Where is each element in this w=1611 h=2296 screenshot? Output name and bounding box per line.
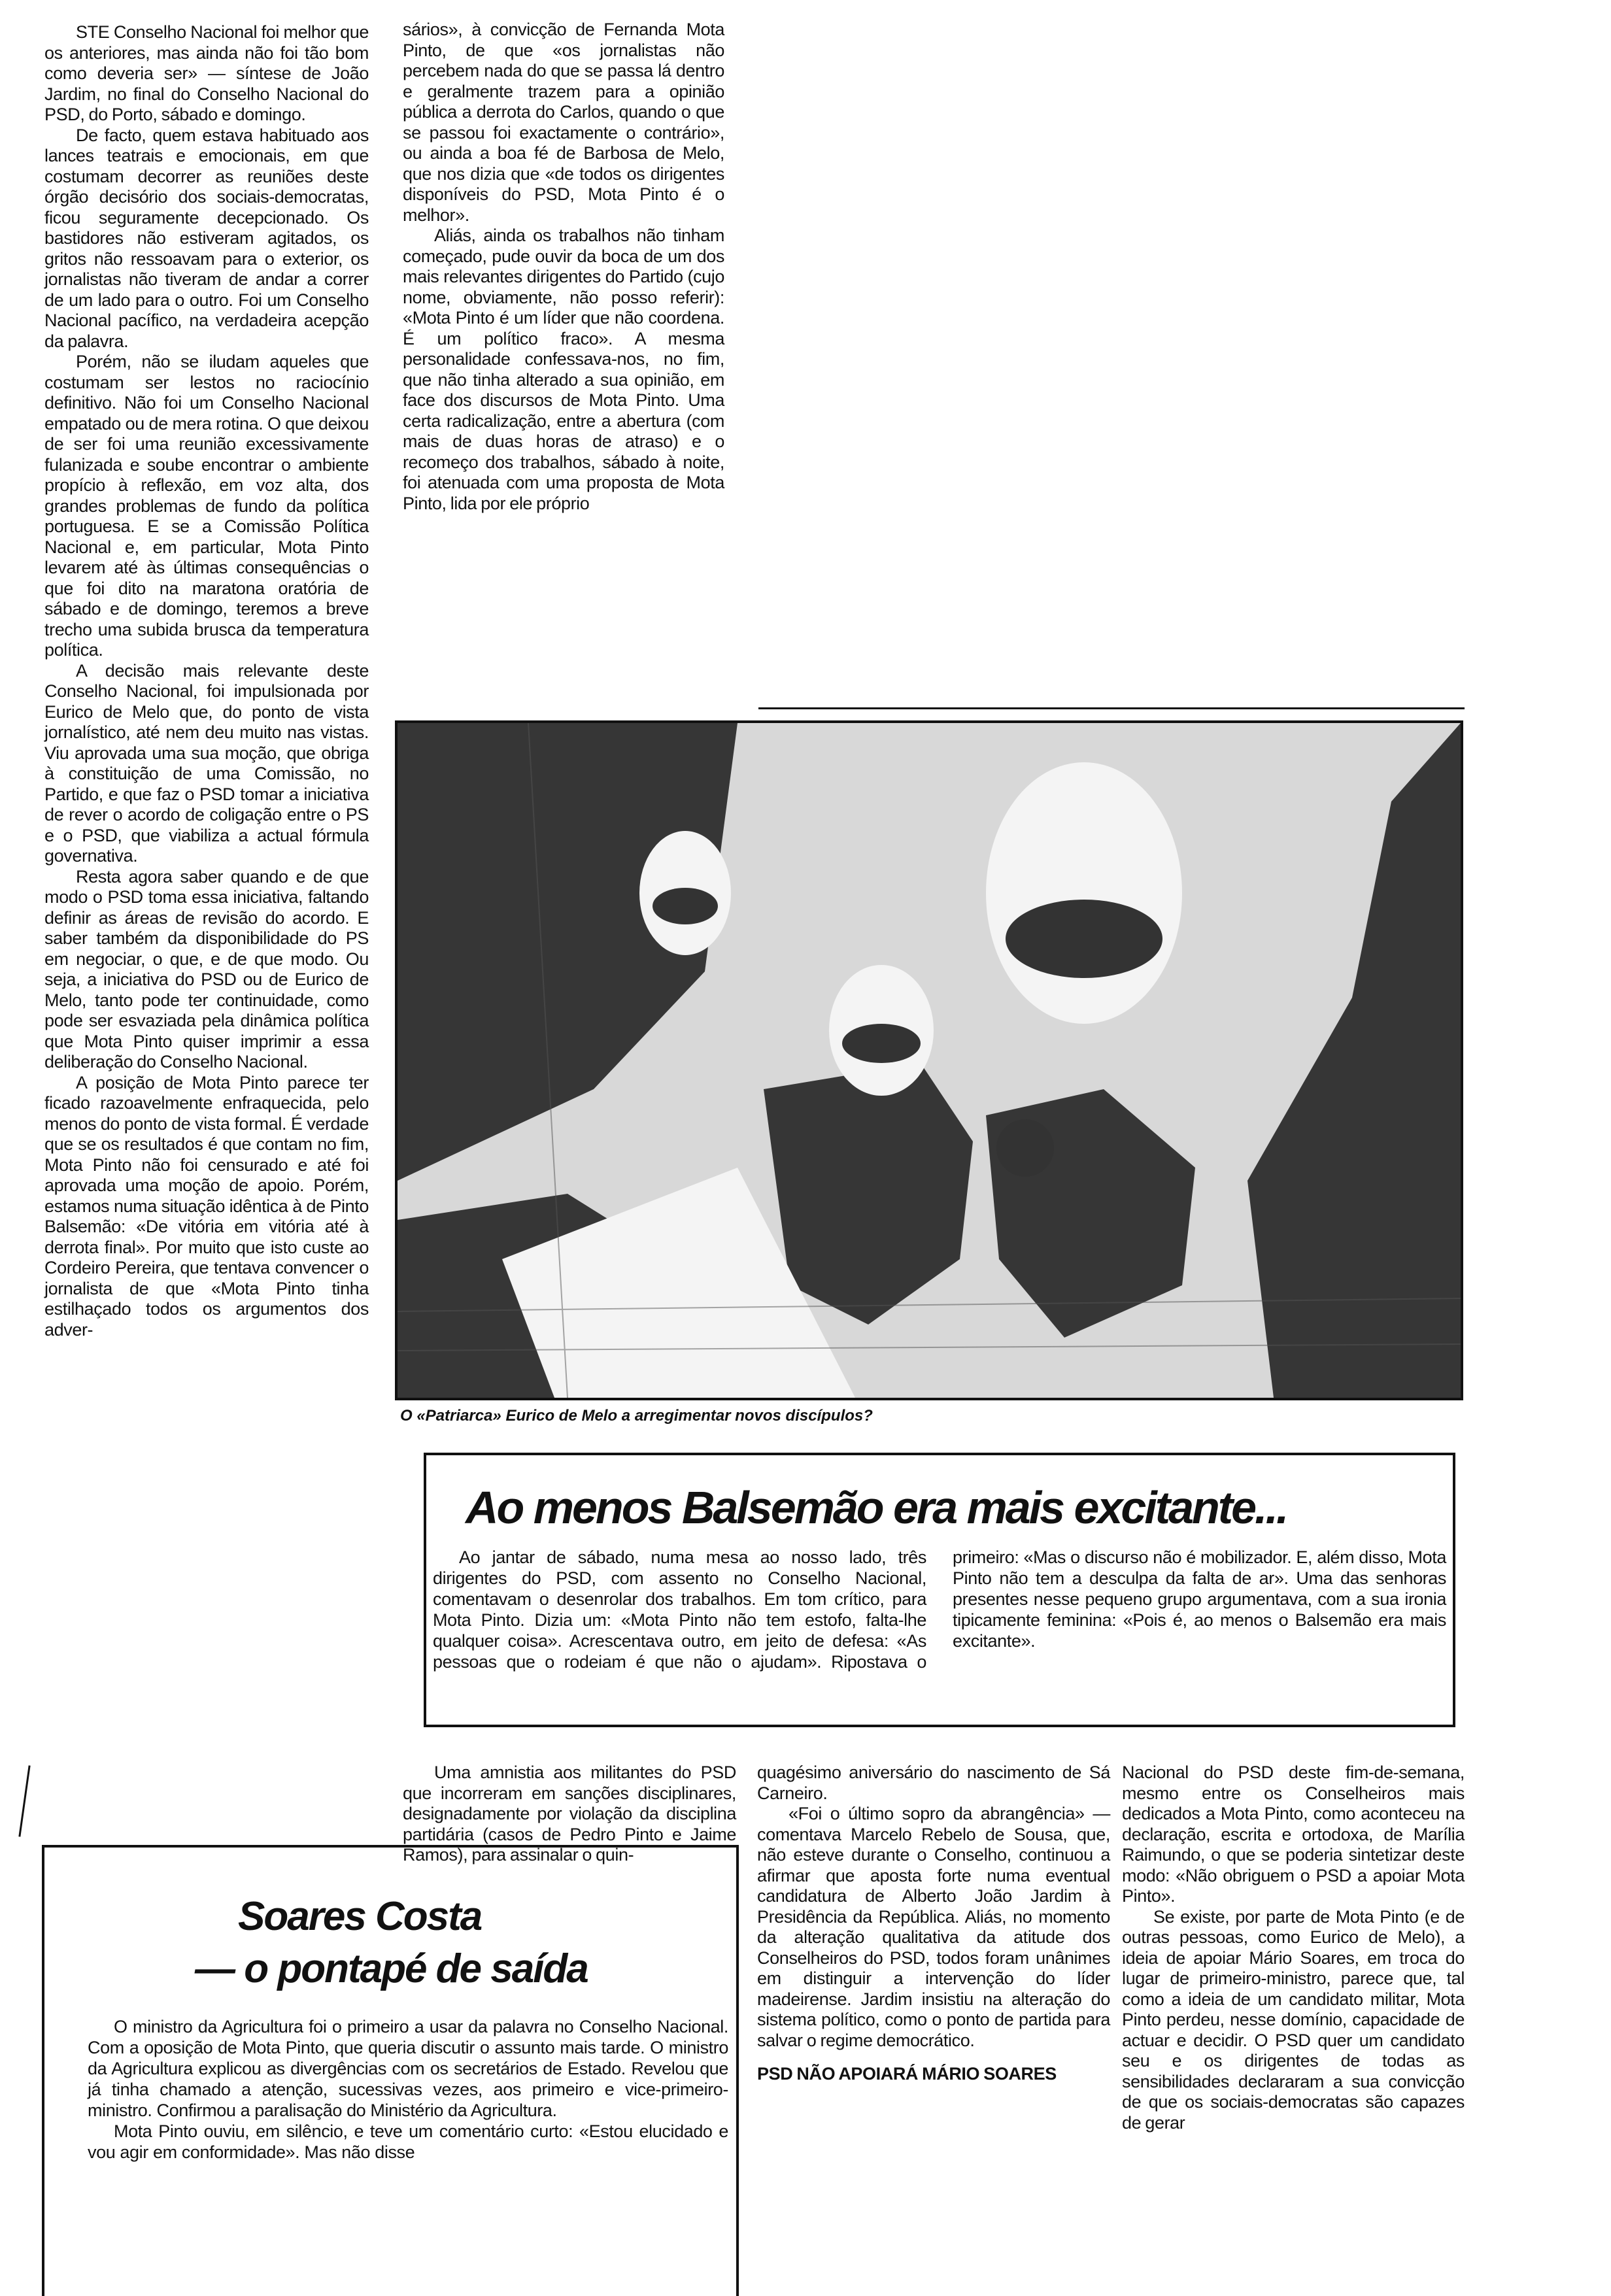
paragraph: Nacional do PSD deste fim-de-semana, mesmo entre os Conselheiros mais dedicados a Mota Pinto, como aconteceu na declaração, escrita e ortodoxa, de Marília Raimundo, o que se poderia sintetizar deste modo: «Não obriguem o PSD a apoiar Mota Pinto». (1122, 1763, 1465, 1906)
paragraph: Resta agora saber quando e de que modo o PSD toma essa iniciativa, faltando definir as áreas de revisão do acordo. E saber também da disponibilidade do PS em negociar, o que, e de que modo. Ou seja, a iniciativa do PSD ou de Eurico de Melo, tanto pode ter continuidade, como pode ser esvaziada pela dinâmica política que Mota Pinto quiser imprimir a essa deliberação do Conselho Nacional. (44, 866, 369, 1072)
paragraph: Uma amnistia aos militantes do PSD que incorreram em sanções disciplinares, designadamente por violação da disciplina partidária (casos de Pedro Pinto e Jaime Ramos), para assinalar o quin- (403, 1763, 736, 1865)
paragraph: Ao jantar de sábado, numa mesa ao nosso lado, três dirigentes do PSD, com assento no Conselho Nacional, comentavam o desenrolar dos trabalhos. Em tom crítico, para Mota Pinto. Dizia um: «Mota Pinto não tem estofo, falta-lhe qualquer coisa». Acrescentava outro, em jeito de defesa: «As pessoas que o rodeiam é que não o ajudam». Ripostava o primeiro: «Mas o discurso não é mobilizador. E, além disso, Mota Pinto não tem a desculpa da falta de ar». Uma das senhoras presentes nesse pequeno grupo argumentava, com a sua ironia tipicamente feminina: «Pois é, ao menos o Balsemão era mais excitante». (433, 1547, 1446, 1672)
article-column-1 (44, 22, 369, 1340)
divider-line (758, 707, 1465, 709)
paragraph: Se existe, por parte de Mota Pinto (e de outras pessoas, como Eurico de Melo), a ideia de apoiar Mário Soares, em troca do lugar de primeiro-ministro, parece que, tal como a ideia de um candidato militar, Mota Pinto perdeu, nesse domínio, capacidade de actuar e decidir. O PSD quer um candidato seu e os dirigentes de todas as sensibilidades declararam a sua convicção de que os sociais-democratas são capazes de gerar (1122, 1906, 1465, 2133)
subhead: PSD NÃO APOIARÁ MÁRIO SOARES (757, 2064, 1057, 2084)
box-headline-line-2: — o pontapé de saída (195, 1946, 588, 1991)
photo-caption: O «Patriarca» Eurico de Melo a arregimentar novos discípulos? (400, 1407, 873, 1425)
paragraph: Porém, não se iludam aqueles que costumam ser lestos no raciocínio definitivo. Não foi um Conselho Nacional empatado ou de mera rotina. O que deixou de ser foi uma reunião excessivamente fulanizada e soube encontrar o ambiente propício à reflexão, em voz alta, dos grandes problemas de fundo da política portuguesa. E se a Comissão Política Nacional e, em particular, Mota Pinto levarem até às últimas consequências o que foi dito na maratona oratória de sábado e de domingo, teremos a breve trecho uma subida brusca da temperatura política. (44, 352, 369, 660)
sidebar-box-balsemao (424, 1453, 1455, 1727)
paragraph: O ministro da Agricultura foi o primeiro a usar da palavra no Conselho Nacional. Com a oposição de Mota Pinto, que queria discutir o assunto mais tarde. O ministro da Agricultura explicou as divergências com os secretários de Estado. Revelou que já tinha chamado a atenção, sucessivas vezes, aos primeiro e vice-primeiro-ministro. Confirmou a paralisação do Ministério da Agricultura. (88, 2017, 728, 2120)
paragraph: A decisão mais relevante deste Conselho Nacional, foi impulsionada por Eurico de Melo que, do ponto de vista jornalístico, até nem deu muito nas vistas. Viu aprovada uma sua moção, que obriga à constituição de uma Comissão, no Partido, e que faz o PSD tomar a iniciativa de rever o acordo de coligação entre o PS e o PSD, que viabiliza a actual fórmula governativa. (44, 660, 369, 866)
box-headline-line-1: Soares Costa (238, 1894, 482, 1939)
box-body (433, 1547, 1446, 1672)
margin-mark (18, 1765, 30, 1836)
photo-illustration (398, 723, 1461, 1398)
article-column-2 (403, 20, 724, 514)
paragraph: Aliás, ainda os trabalhos não tinham começado, pude ouvir da boca de um dos mais relevantes dirigentes do Partido (cujo nome, obviamente, não posso referir): «Mota Pinto é um líder que não coordena. É um político fraco». A mesma personalidade confessava-nos, no fim, que não tinha alterado a sua opinião, em face dos discursos de Mota Pinto. Uma certa radicalização, entre a abertura (com mais de duas horas de atraso) e o recomeço dos trabalhos, sábado à noite, foi atenuada com uma proposta de Mota Pinto, lida por ele próprio (403, 226, 724, 513)
article-column-4 (757, 1763, 1110, 2085)
paragraph: sários», à convicção de Fernanda Mota Pinto, de que «os jornalistas não percebem nada do que se passa lá dentro e geralmente trazem para a opinião pública a derrota do Carlos, quando o que se passou foi exactamente o contrário», ou ainda a boa fé de Barbosa de Melo, que nos dizia que «de todos os dirigentes disponíveis do PSD, Mota Pinto é o melhor». (403, 20, 724, 225)
paragraph: quagésimo aniversário do nascimento de Sá Carneiro. (757, 1763, 1110, 1803)
sidebar-box-soares-costa (42, 1845, 739, 2296)
paragraph: «Foi o último sopro da abrangência» — comentava Marcelo Rebelo de Sousa, que, não esteve durante o Conselho, continuou a afirmar que aposta forte numa eventual candidatura de Alberto João Jardim à Presidência da República. Aliás, no momento da alteração qualitativa da atitude dos Conselheiros do PSD, todos foram unânimes em distinguir a intervenção do líder madeirense. Jardim insistiu na alteração do sistema político, como o ponto de partida para salvar o regime democrático. (757, 1804, 1110, 2050)
paragraph: STE Conselho Nacional foi melhor que os anteriores, mas ainda não foi tão bom como deveria ser» — síntese de João Jardim, no final do Conselho Nacional do PSD, do Porto, sábado e domingo. (44, 22, 369, 124)
box-headline: Ao menos Balsemão era mais excitante... (466, 1482, 1287, 1533)
paragraph: De facto, quem estava habituado aos lances teatrais e emocionais, em que costumam decorrer as reuniões deste órgão decisório dos sociais-democratas, ficou seguramente decepcionado. Os bastidores não estiveram agitados, os gritos não ressoavam para o exterior, os jornalistas não tiveram de andar a correr de um lado para o outro. Foi um Conselho Nacional pacífico, na verdadeira acepção da palavra. (44, 125, 369, 351)
paragraph: A posição de Mota Pinto parece ter ficado razoavelmente enfraquecida, pelo menos do ponto de vista formal. É verdade que se os resultados é que contam no fim, Mota Pinto não foi censurado e até foi aprovada uma moção de apoio. Porém, estamos numa situação idêntica à de Pinto Balsemão: «De vitória em vitória até à derrota final». Por muito que isto custe ao Cordeiro Pereira, que tentava convencer o jornalista de que «Mota Pinto tinha estilhaçado todos os argumentos dos adver- (44, 1072, 369, 1340)
box-body (88, 2016, 728, 2163)
news-photo (395, 720, 1463, 1400)
paragraph: Mota Pinto ouviu, em silêncio, e teve um comentário curto: «Estou elucidado e vou agir em conformidade». Mas não disse (88, 2121, 728, 2162)
article-column-5 (1122, 1763, 1465, 2133)
